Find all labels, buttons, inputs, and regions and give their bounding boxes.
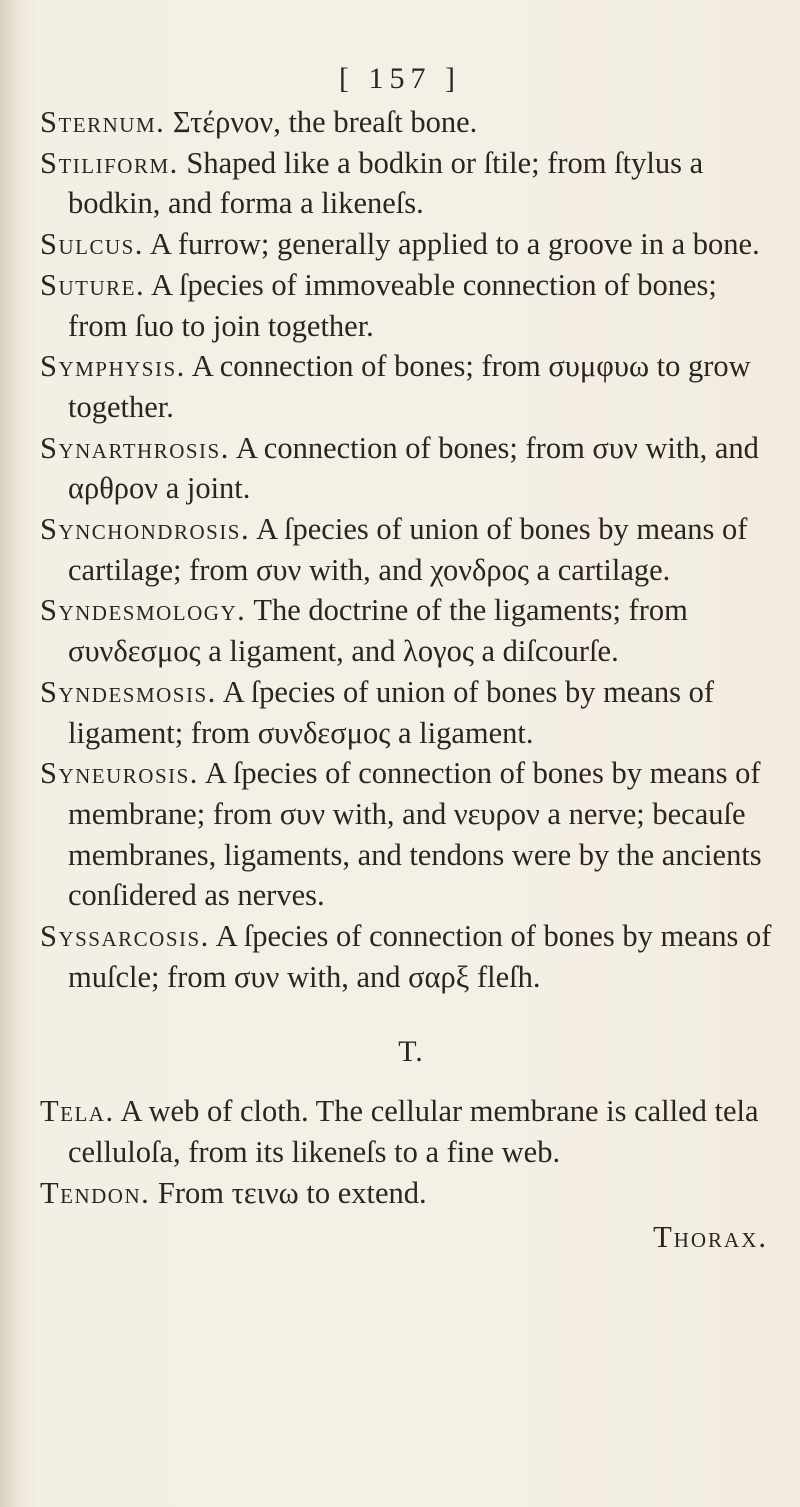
entry-tendon bbox=[40, 1173, 782, 1214]
entry-definition: A connection of bones; from συμφυω to grow together. bbox=[68, 349, 751, 424]
entry-suture bbox=[40, 265, 782, 346]
entry-syndesmology bbox=[40, 590, 782, 671]
entry-definition: A ſpecies of connection of bones by means of muſcle; from συν with, and σαρξ fleſh. bbox=[68, 919, 772, 994]
entry-synchondrosis bbox=[40, 509, 782, 590]
entry-term: Syssarcosis. bbox=[40, 919, 210, 954]
entry-term: Syneurosis. bbox=[40, 756, 199, 791]
entry-symphysis bbox=[40, 346, 782, 427]
entry-term: Synarthrosis. bbox=[40, 430, 230, 465]
entry-term: Sulcus. bbox=[40, 227, 144, 262]
entry-syneurosis bbox=[40, 753, 782, 916]
page-edge-shadow bbox=[0, 0, 18, 1507]
entry-tela bbox=[40, 1091, 782, 1172]
entry-term: Suture. bbox=[40, 267, 146, 302]
entry-definition: From τεινω to extend. bbox=[157, 1175, 427, 1210]
entry-definition: Shaped like a bodkin or ſtile; from ſtylus a bodkin, and forma a likeneſs. bbox=[68, 145, 704, 221]
entry-term: Symphysis. bbox=[40, 349, 186, 384]
entry-stiliform bbox=[40, 143, 782, 224]
entry-definition: A ſpecies of immoveable connection of bones; from ſuo to join together. bbox=[68, 267, 717, 343]
catchword: Thorax. bbox=[653, 1220, 768, 1255]
entry-definition: Στέρνον, the breaſt bone. bbox=[172, 105, 478, 139]
entry-term: Syndesmology. bbox=[40, 593, 247, 628]
glossary-content bbox=[40, 102, 782, 1258]
entry-definition: A ſpecies of connection of bones by means of membrane; from συν with, and νευρον a nerve; becauſe membranes, ligaments, and tendons were by the ancients conſidered as nerves. bbox=[68, 756, 762, 913]
entry-definition: A ſpecies of union of bones by means of ligament; from συνδεσμος a ligament. bbox=[68, 674, 715, 750]
entry-term: Synchondrosis. bbox=[40, 512, 251, 547]
entry-term: Tendon. bbox=[40, 1175, 151, 1210]
entry-definition: A ſpecies of union of bones by means of cartilage; from συν with, and χονδρος a cartilage. bbox=[68, 512, 748, 587]
section-heading: T. bbox=[398, 1035, 424, 1069]
entry-syndesmosis bbox=[40, 672, 782, 753]
entry-sulcus bbox=[40, 224, 782, 265]
entry-term: Stiliform. bbox=[40, 145, 179, 180]
page-number: [ 157 ] bbox=[339, 62, 461, 95]
entry-term: Sternum. bbox=[40, 105, 166, 139]
entry-synarthrosis bbox=[40, 428, 782, 509]
entry-sternum bbox=[40, 102, 782, 143]
entry-definition: A web of cloth. The cellular membrane is called tela celluloſa, from its likeneſs to a fine web. bbox=[68, 1094, 759, 1169]
entry-definition: A furrow; generally applied to a groove in a bone. bbox=[149, 227, 760, 262]
entry-term: Tela. bbox=[40, 1094, 115, 1129]
entry-syssarcosis bbox=[40, 916, 782, 997]
entry-definition: A connection of bones; from συν with, and αρθρον a joint. bbox=[68, 430, 759, 506]
entry-term: Syndesmosis. bbox=[40, 674, 217, 709]
entry-definition: The doctrine of the ligaments; from συνδεσμος a ligament, and λογος a diſcourſe. bbox=[68, 593, 688, 669]
